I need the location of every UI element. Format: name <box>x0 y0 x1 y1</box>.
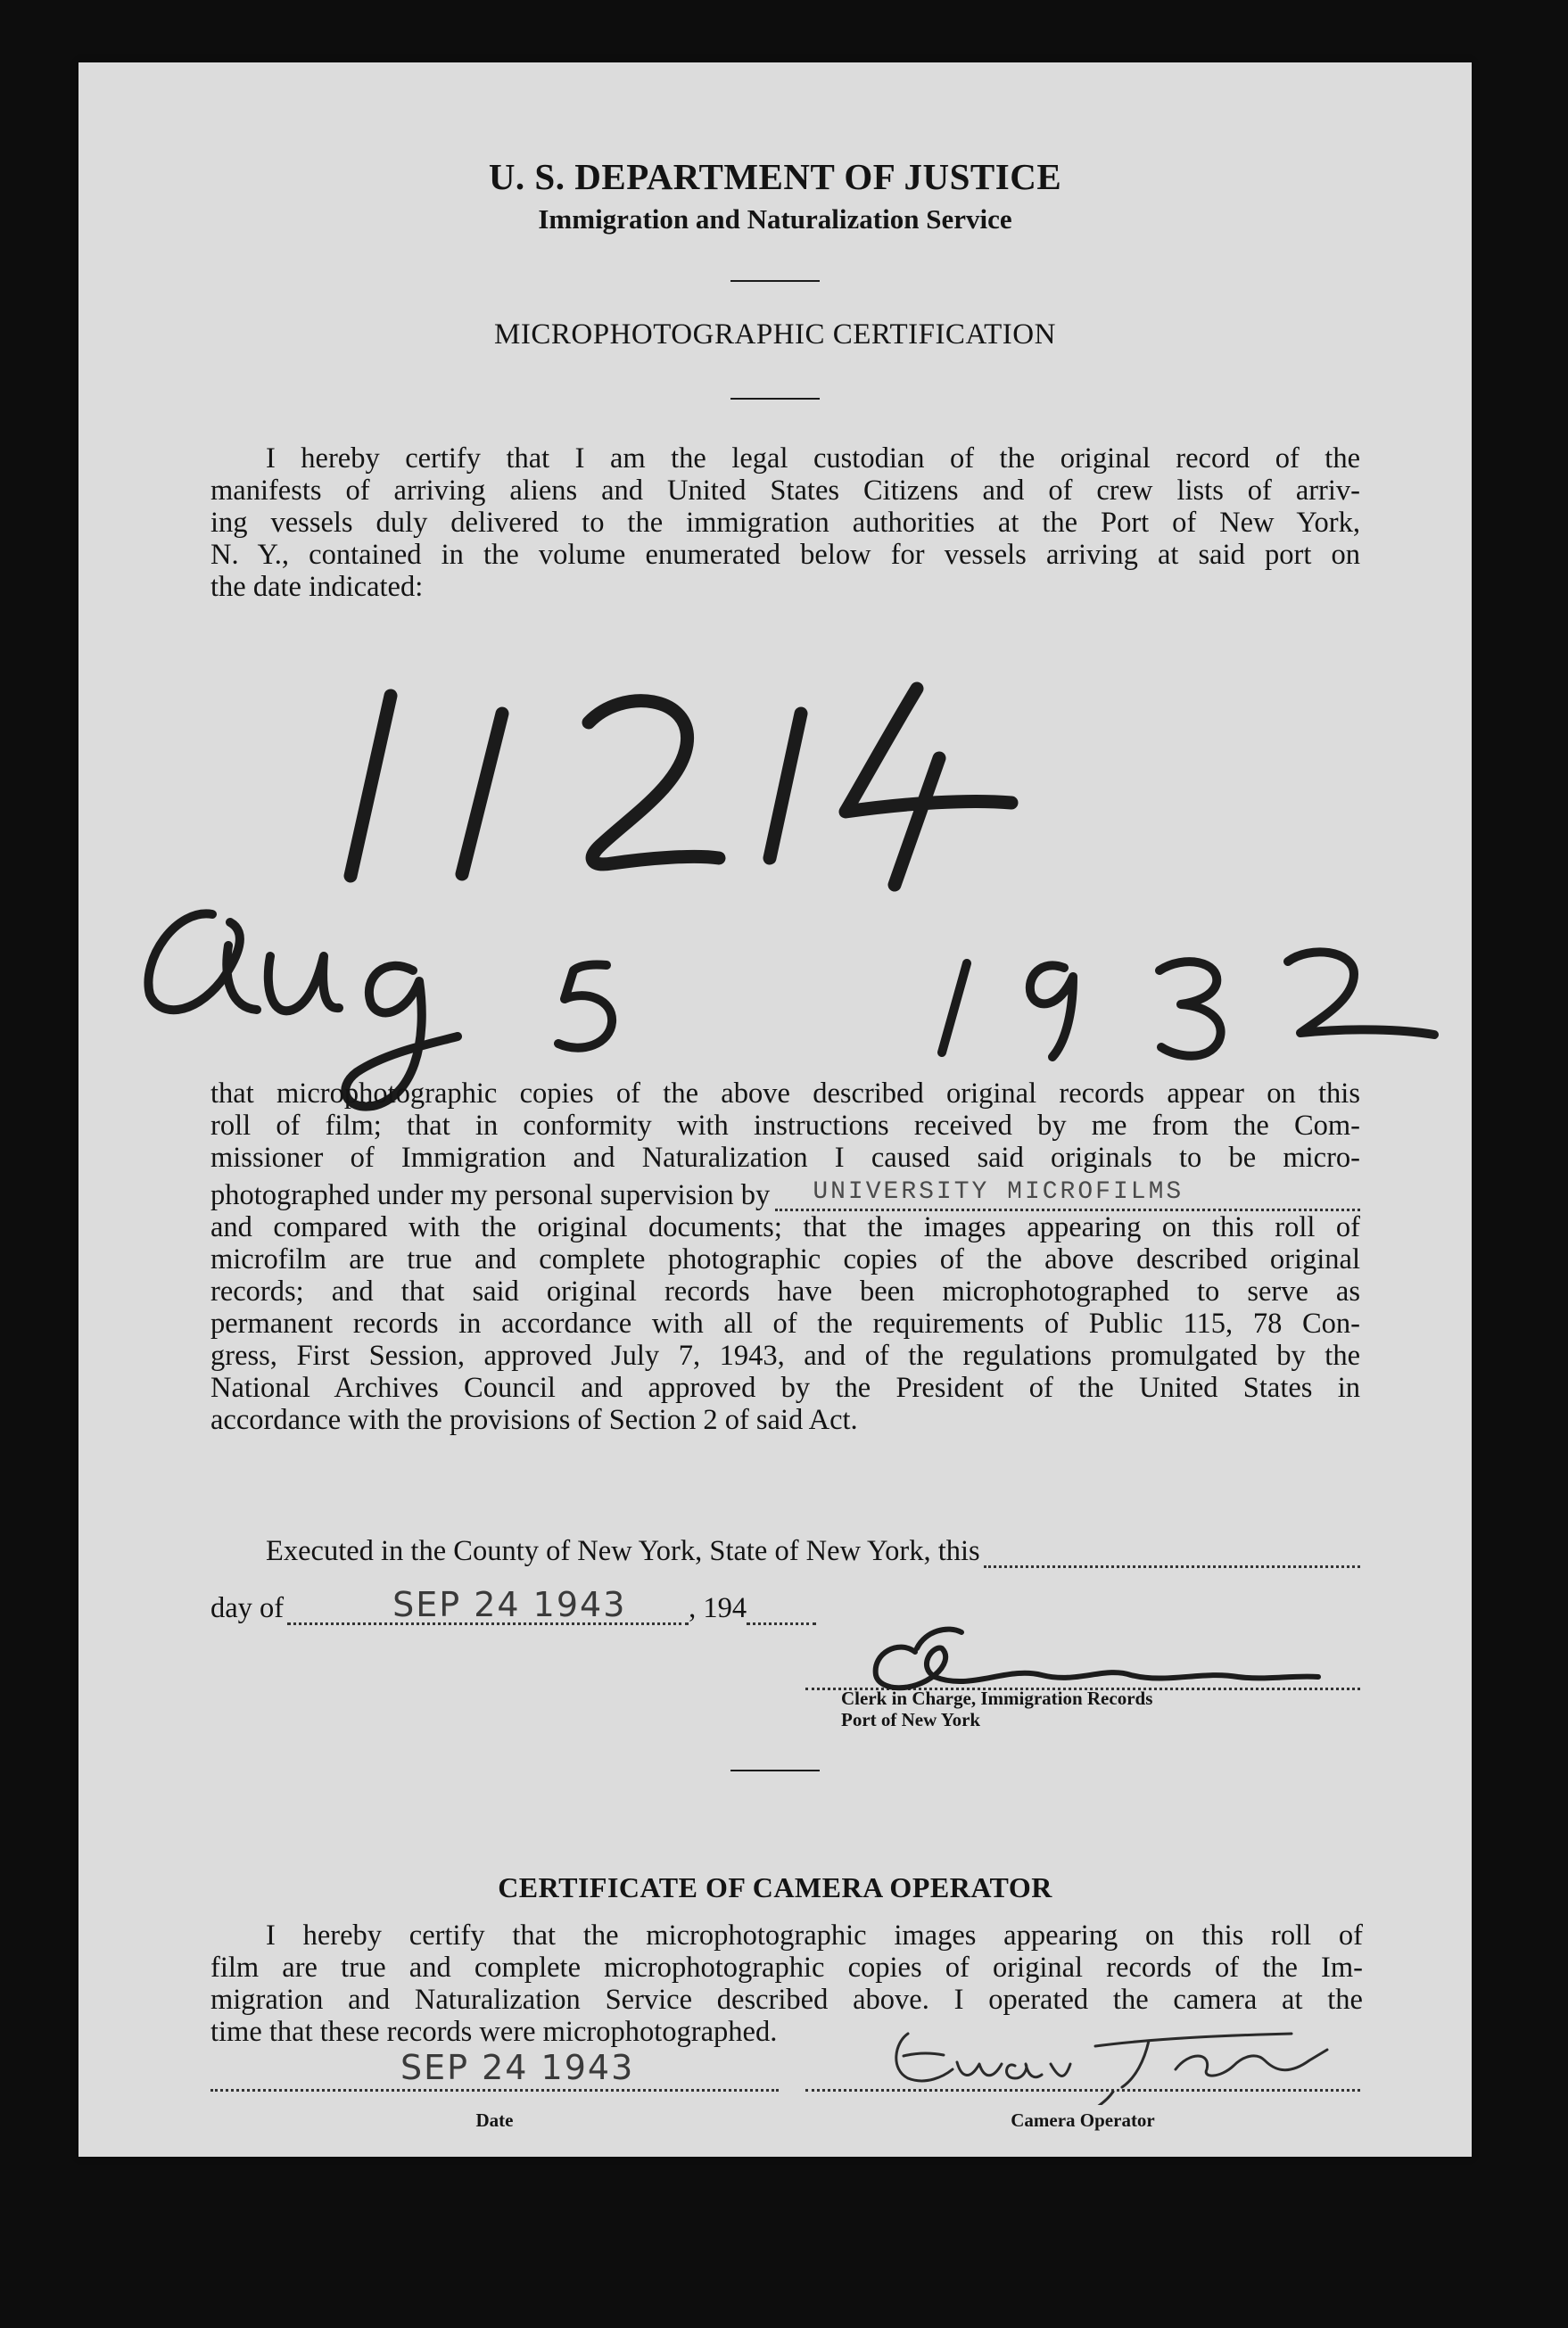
intro-paragraph <box>210 442 1360 603</box>
supervision-prefix: photographed under my personal supervision by <box>210 1179 771 1211</box>
body-line: and compared with the original documents; that the images appearing on this roll of <box>210 1211 1360 1243</box>
camera-line: I hereby certify that the microphotographic images appearing on this roll of <box>266 1919 1363 1952</box>
body-line: microfilm are true and complete photographic copies of the above described original <box>210 1243 1360 1275</box>
camera-stamp-date: SEP 24 1943 <box>400 2048 635 2087</box>
camera-operator-signature <box>881 1989 1345 2105</box>
day-of-line <box>210 1586 816 1625</box>
body-line: accordance with the provisions of Section 2 of said Act. <box>210 1404 858 1436</box>
divider-rule <box>730 398 820 400</box>
divider-rule <box>730 1770 820 1771</box>
body-paragraph <box>210 1077 1360 1436</box>
camera-operator-label: Camera Operator <box>1011 2109 1155 2131</box>
camera-line: film are true and complete microphotographic copies of original records of the Im- <box>210 1952 1363 1984</box>
date-label: Date <box>475 2109 514 2131</box>
supervision-value: UNIVERSITY MICROFILMS <box>813 1178 1184 1206</box>
body-line: records; and that said original records have been microphotographed to serve as <box>210 1275 1360 1308</box>
executed-text: Executed in the County of New York, State of New York, this <box>266 1535 980 1567</box>
date-line <box>210 2089 779 2092</box>
intro-line: I hereby certify that I am the legal custodian of the original record of the <box>266 442 1360 475</box>
execution-stamp-date: SEP 24 1943 <box>392 1585 627 1624</box>
camera-line: migration and Naturalization Service described above. I operated the camera at the <box>210 1984 1363 2016</box>
year-blank <box>747 1596 816 1625</box>
date-field <box>210 2048 779 2101</box>
clerk-title <box>841 1688 1152 1730</box>
supervision-field <box>775 1178 1360 1211</box>
camera-operator-heading: CERTIFICATE OF CAMERA OPERATOR <box>498 1871 1052 1903</box>
camera-line: time that these records were microphotographed. <box>210 2016 778 2048</box>
body-line: missioner of Immigration and Naturalization I caused said originals to be micro- <box>210 1142 1360 1174</box>
day-of-field <box>287 1585 689 1625</box>
intro-line: N. Y., contained in the volume enumerated below for vessels arriving at said port on <box>210 539 1360 571</box>
body-line: gress, First Session, approved July 7, 1943, and of the regulations promulgated by the <box>210 1340 1360 1372</box>
day-of-label: day of <box>210 1592 285 1624</box>
year-prefix: , 194 <box>689 1592 747 1624</box>
certificate-sheet <box>78 62 1472 2157</box>
handwritten-volume-number <box>351 689 1011 885</box>
supervision-line <box>210 1179 1360 1211</box>
intro-line: the date indicated: <box>210 571 424 603</box>
certification-title: MICROPHOTOGRAPHIC CERTIFICATION <box>494 318 1056 351</box>
body-line: roll of film; that in conformity with instructions received by me from the Com- <box>210 1110 1360 1142</box>
executed-line <box>266 1532 1360 1568</box>
body-line: permanent records in accordance with all of the requirements of Public 115, 78 Con- <box>210 1308 1360 1340</box>
clerk-title-line: Clerk in Charge, Immigration Records <box>841 1688 1153 1709</box>
body-line: that microphotographic copies of the above described original records appear on this <box>210 1077 1360 1110</box>
clerk-port-line: Port of New York <box>841 1709 981 1730</box>
intro-line: ing vessels duly delivered to the immigration authorities at the Port of New York, <box>210 507 1360 539</box>
divider-rule <box>730 280 820 282</box>
service-subtitle: Immigration and Naturalization Service <box>538 203 1012 235</box>
body-line: National Archives Council and approved by the President of the United States in <box>210 1372 1360 1404</box>
department-title: U. S. DEPARTMENT OF JUSTICE <box>488 156 1062 197</box>
executed-blank <box>984 1539 1360 1568</box>
intro-line: manifests of arriving aliens and United States Citizens and of crew lists of arriv- <box>210 475 1360 507</box>
